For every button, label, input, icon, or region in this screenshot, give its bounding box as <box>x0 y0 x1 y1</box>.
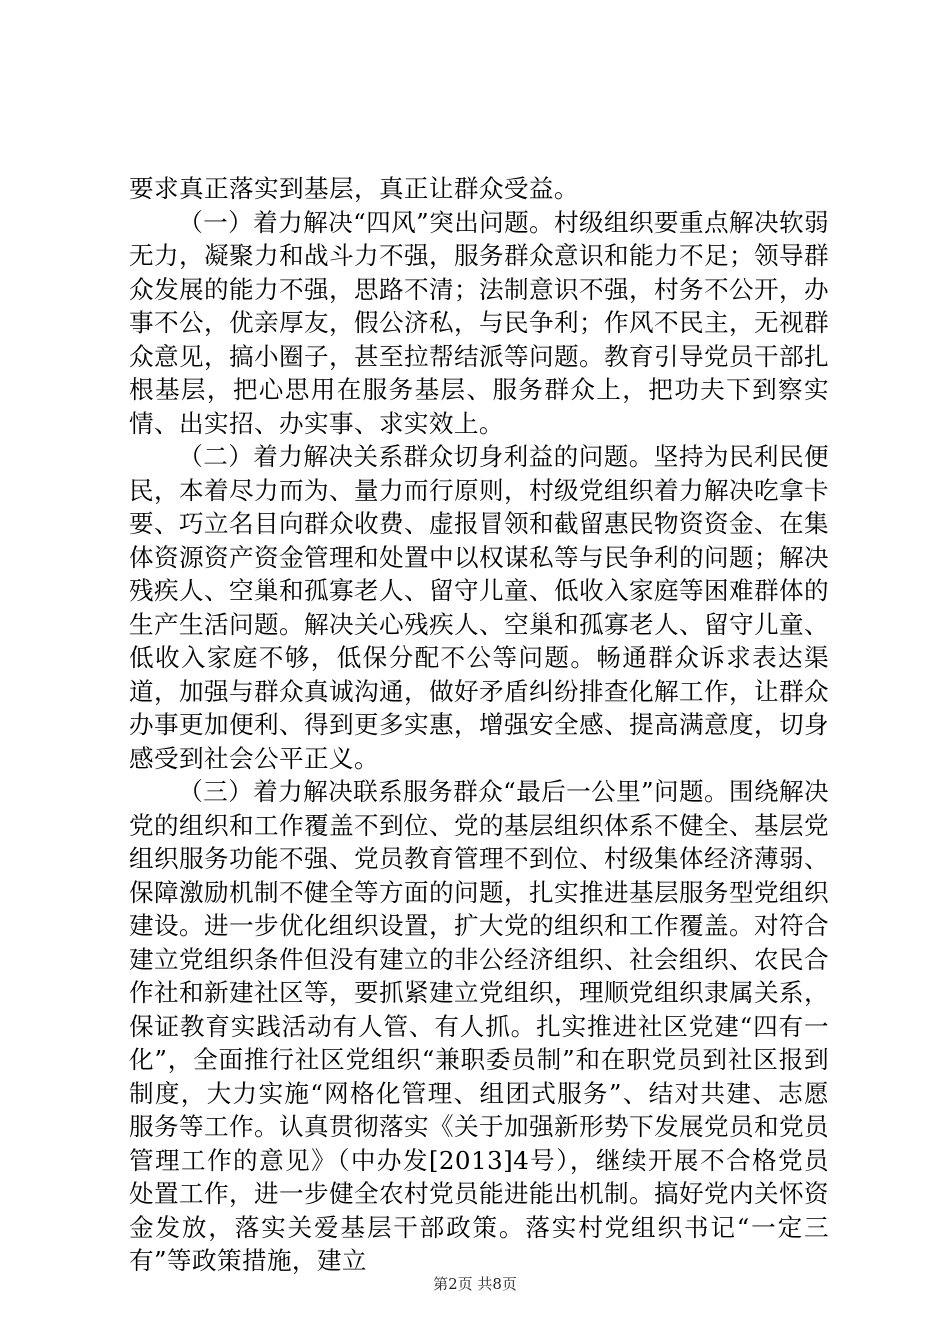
paragraph-section-2: （二）着力解决关系群众切身利益的问题。坚持为民利民便民，本着尽力而为、量力而行原则，村级党组织着力解决吃拿卡要、巧立名目向群众收费、虚报冒领和截留惠民物资资金、在集体资源资产资金管理和处置中以权谋私等与民争利的问题；解决残疾人、空巢和孤寡老人、留守儿童、低收入家庭等困难群体的生产生活问题。解决关心残疾人、空巢和孤寡老人、留守儿童、低收入家庭不够，低保分配不公等问题。畅通群众诉求表达渠道，加强与群众真诚沟通，做好矛盾纠纷排查化解工作，让群众办事更加便利、得到更多实惠，增强安全感、提高满意度，切身感受到社会公平正义。 <box>129 442 829 773</box>
paragraph-section-1: （一）着力解决“四风”突出问题。村级组织要重点解决软弱无力，凝聚力和战斗力不强，服务群众意识和能力不足；领导群众发展的能力不强，思路不清；法制意识不强，村务不公开，办事不公，优亲厚友，假公济私，与民争利；作风不民主，无视群众意见，搞小圈子，甚至拉帮结派等问题。教育引导党员干部扎根基层，把心思用在服务基层、服务群众上，把功夫下到察实情、出实招、办实事、求实效上。 <box>129 207 829 438</box>
paragraph-continuation: 要求真正落实到基层，真正让群众受益。 <box>129 174 579 203</box>
paragraph-section-3: （三）着力解决联系服务群众“最后一公里”问题。围绕解决党的组织和工作覆盖不到位、党的基层组织体系不健全、基层党组织服务功能不强、党员教育管理不到位、村级集体经济薄弱、保障激励机制不健全等方面的问题，扎实推进基层服务型党组织建设。进一步优化组织设置，扩大党的组织和工作覆盖。对符合建立党组织条件但没有建立的非公经济组织、社会组织、农民合作社和新建社区等，要抓紧建立党组织，理顺党组织隶属关系，保证教育实践活动有人管、有人抓。扎实推进社区党建“四有一化”，全面推行社区党组织“兼职委员制”和在职党员到社区报到制度，大力实施“网格化管理、组团式服务”、结对共建、志愿服务等工作。认真贯彻落实《关于加强新形势下发展党员和党员管理工作的意见》（中办发[2013]4号），继续开展不合格党员处置工作，进一步健全农村党员能进能出机制。搞好党内关怀资金发放，落实关爱基层干部政策。落实村党组织书记“一定三有”等政策措施，建立 <box>129 777 829 1275</box>
document-body <box>129 172 829 1278</box>
page-footer: 第2页 共8页 <box>433 1275 517 1293</box>
